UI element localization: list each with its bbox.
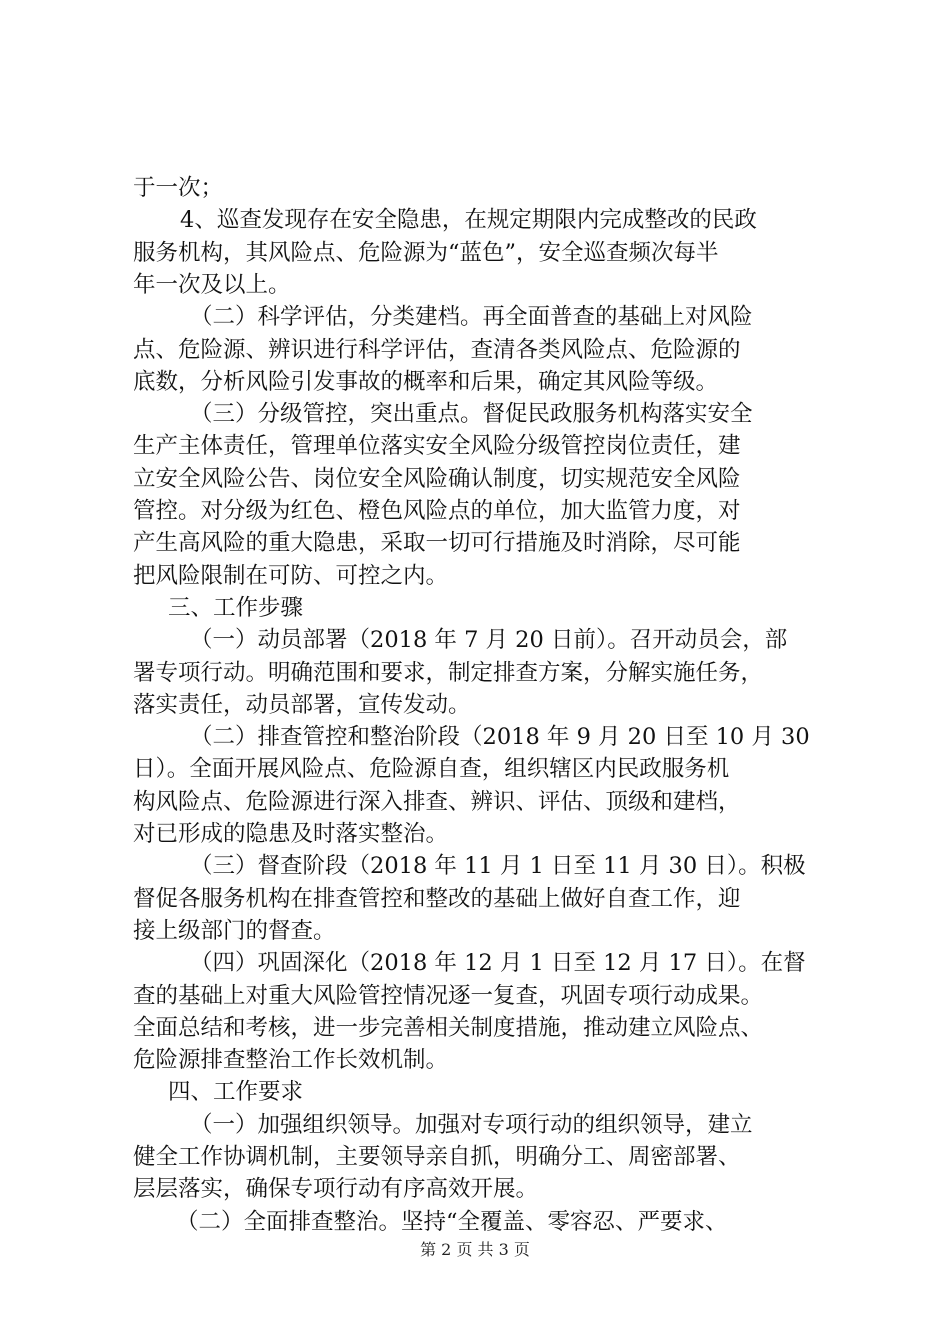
text-line: 全面总结和考核，进一步完善相关制度措施，推动建立风险点、 [133,1014,764,1041]
text-line: （一）加强组织领导。加强对专项行动的组织领导，建立 [190,1111,753,1138]
text-line: （三）分级管控，突出重点。督促民政服务机构落实安全 [190,401,753,428]
page-footer: 第 2 页 共 3 页 [420,1240,530,1259]
text-line: 年一次及以上。 [133,271,291,298]
text-line: （一）动员部署（2018 年 7 月 20 日前）。召开动员会，部 [190,627,788,654]
text-line: 把风险限制在可防、可控之内。 [133,562,449,589]
text-line: 点、危险源、辨识进行科学评估，查清各类风险点、危险源的 [133,336,741,363]
text-line: （三）督查阶段（2018 年 11 月 1 日至 11 月 30 日）。积极 [190,853,806,880]
text-line: 底数，分析风险引发事故的概率和后果，确定其风险等级。 [133,368,719,395]
text-line: 查的基础上对重大风险管控情况逐一复查，巩固专项行动成果。 [133,982,764,1009]
text-line: 服务机构，其风险点、危险源为“蓝色”，安全巡查频次每半 [133,239,719,266]
text-line: 健全工作协调机制，主要领导亲自抓，明确分工、周密部署、 [133,1144,741,1170]
text-line: （二）科学评估，分类建档。再全面普查的基础上对风险 [190,304,753,331]
text-line: 接上级部门的督查。 [133,917,336,944]
text-line: 危险源排查整治工作长效机制。 [133,1047,449,1074]
text-line: 三、工作步骤 [168,594,304,621]
text-line: 立安全风险公告、岗位安全风险确认制度，切实规范安全风险 [133,465,741,492]
text-line: 对已形成的隐患及时落实整治。 [133,821,449,847]
text-line: 生产主体责任，管理单位落实安全风险分级管控岗位责任，建 [133,433,741,460]
text-line: （二）全面排查整治。坚持“全覆盖、零容忍、严要求、 [176,1208,728,1235]
text-line: 管控。对分级为红色、橙色风险点的单位，加大监管力度，对 [133,498,741,524]
text-line: 署专项行动。明确范围和要求，制定排查方案，分解实施任务， [133,659,764,686]
text-line: （四）巩固深化（2018 年 12 月 1 日至 12 月 17 日）。在督 [190,950,806,977]
text-line: 产生高风险的重大隐患，采取一切可行措施及时消除，尽可能 [133,530,741,557]
text-line: 落实责任，动员部署，宣传发动。 [133,691,471,718]
text-line: 日）。全面开展风险点、危险源自查，组织辖区内民政服务机 [133,756,730,783]
text-line: 四、工作要求 [168,1079,304,1106]
text-line: 督促各服务机构在排查管控和整改的基础上做好自查工作，迎 [133,885,741,912]
text-line: 于一次； [133,175,224,201]
text-line: 4、巡查发现存在安全隐患，在规定期限内完成整改的民政 [180,207,757,234]
text-line: （二）排查管控和整治阶段（2018 年 9 月 20 日至 10 月 30 [190,724,810,751]
text-line: 层层落实，确保专项行动有序高效开展。 [133,1176,539,1203]
text-line: 构风险点、危险源进行深入排查、辨识、评估、顶级和建档， [133,788,741,815]
